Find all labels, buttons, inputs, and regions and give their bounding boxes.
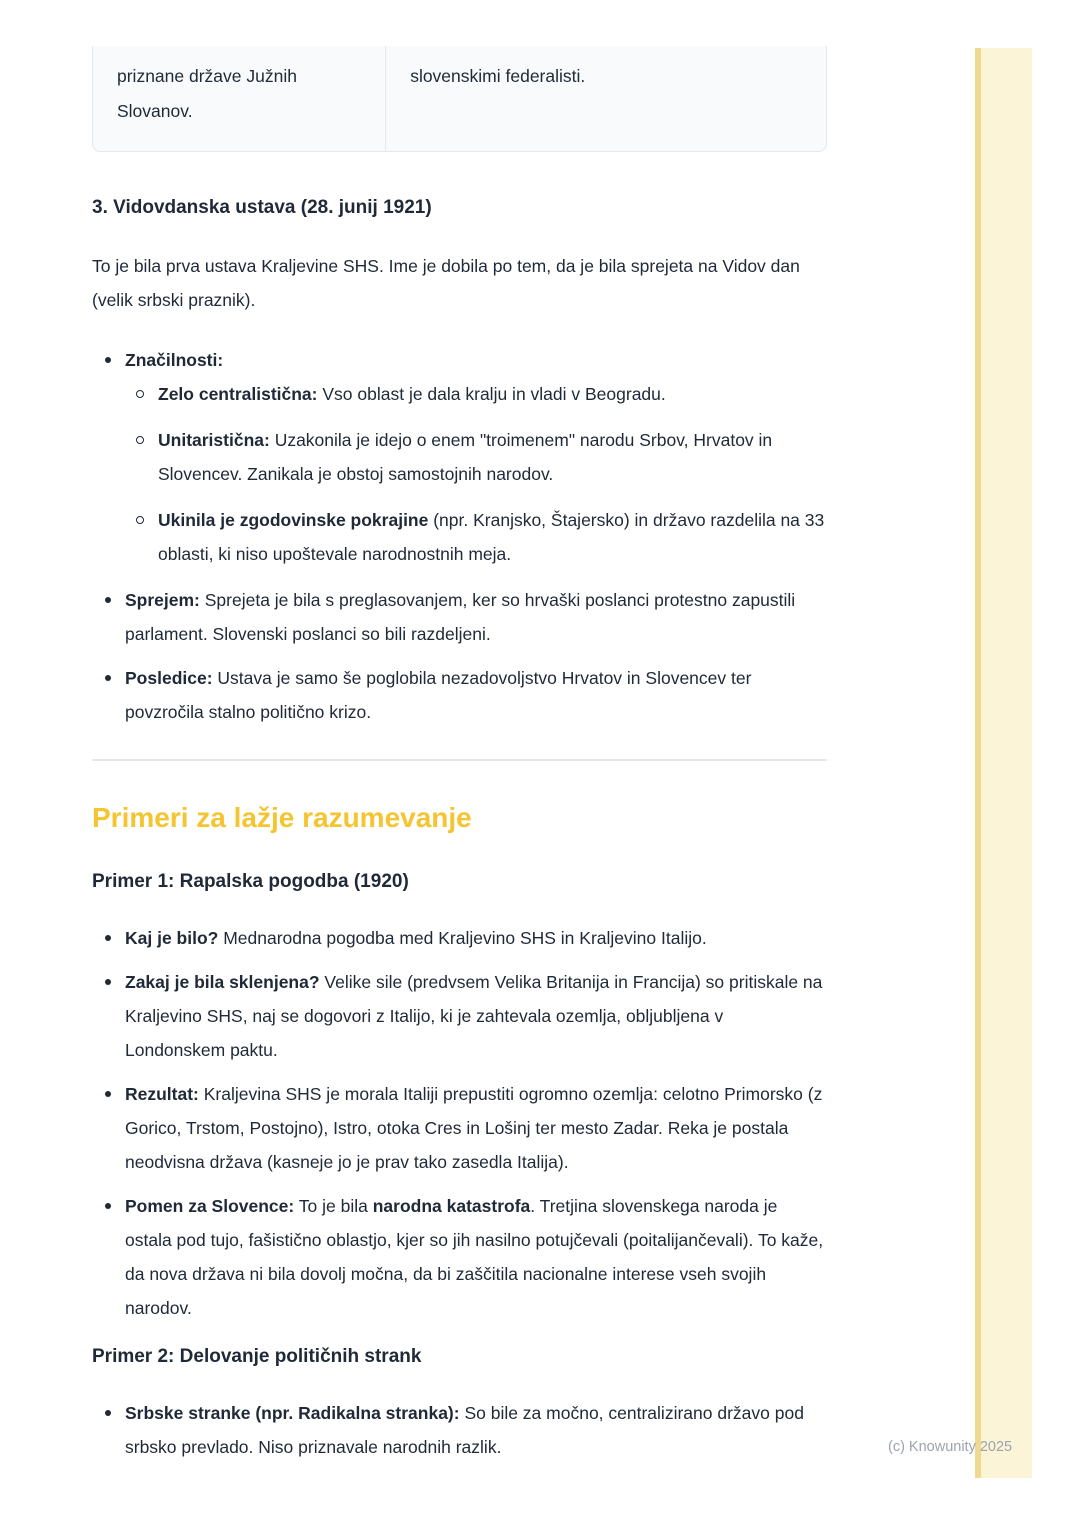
sublist-item-text: Uzakonila je idejo o enem "troimenem" narodu Srbov, Hrvatov in Slovencev. Zanikala je obstoj samostojnih narodov. xyxy=(158,430,773,484)
table-cell-left-text: priznane države Južnih Slovanov. xyxy=(117,66,297,121)
sublist-item xyxy=(125,503,827,571)
sublist-item-label: Ukinila je zgodovinske pokrajine xyxy=(158,510,429,530)
sublist-item-text: (npr. Kranjsko, Štajersko) in državo razdelila na 33 oblasti, ki niso upoštevale narodnostnih meja. xyxy=(158,510,825,564)
list-item-rezultat xyxy=(92,1077,827,1179)
list-item-label: Sprejem: xyxy=(125,590,200,610)
comparison-table xyxy=(92,46,827,152)
list-item-text: To je bila xyxy=(294,1196,373,1216)
list-item-znacilnosti xyxy=(92,343,827,571)
list-item-text: Ustava je samo še poglobila nezadovoljstvo Hrvatov in Slovencev ter povzročila stalno politično krizo. xyxy=(125,668,752,722)
list-item-text: Mednarodna pogodba med Kraljevino SHS in Kraljevino Italijo. xyxy=(218,928,707,948)
znacilnosti-sublist xyxy=(125,377,827,571)
sublist-item xyxy=(125,423,827,491)
page-content xyxy=(92,0,827,1474)
examples-heading: Primeri za lažje razumevanje xyxy=(92,802,472,833)
list-item-label: Značilnosti: xyxy=(125,350,224,370)
list-item-pomen-za-slovence xyxy=(92,1189,827,1325)
list-item-srbske-stranke xyxy=(92,1396,827,1464)
list-item-posledice xyxy=(92,661,827,729)
sublist-item xyxy=(125,377,827,411)
page-margin-highlight-stripe xyxy=(975,48,1032,1478)
copyright-watermark: (c) Knowunity 2025 xyxy=(888,1439,1013,1455)
table-cell-right xyxy=(386,46,826,151)
table-cell-right-text: slovenskimi federalisti. xyxy=(410,66,586,86)
primer1-list xyxy=(92,921,827,1325)
list-item-label: Pomen za Slovence: xyxy=(125,1196,295,1216)
section3-heading: 3. Vidovdanska ustava (28. junij 1921) xyxy=(92,197,432,218)
list-item-text: Sprejeta je bila s preglasovanjem, ker so hrvaški poslanci protestno zapustili parlament. Slovenski poslanci so bili razdeljeni. xyxy=(125,590,796,644)
sublist-item-text: Vso oblast je dala kralju in vladi v Beogradu. xyxy=(317,384,666,404)
list-item-label: Rezultat: xyxy=(125,1084,199,1104)
table-cell-left xyxy=(93,46,386,151)
list-item-zakaj-sklenjena xyxy=(92,965,827,1067)
list-item-label: Posledice: xyxy=(125,668,213,688)
list-item-sprejem xyxy=(92,583,827,651)
list-item-text: Velike sile (predvsem Velika Britanija in Francija) so pritiskale na Kraljevino SHS, naj se dogovori z Italijo, ki je zahtevala ozemlja, obljubljena v Londonskem paktu. xyxy=(125,972,823,1060)
list-item-kaj-je-bilo xyxy=(92,921,827,955)
section3-intro: To je bila prva ustava Kraljevine SHS. Ime je dobila po tem, da je bila sprejeta na Vidov dan (velik srbski praznik). xyxy=(92,256,800,310)
section3-list xyxy=(92,343,827,729)
list-item-text: . Tretjina slovenskega naroda je ostala pod tujo, fašistično oblastjo, kjer so jih nasilno potujčevali (poitalijančevali). To kaže, da nova država ni bila dovolj močna, da bi zaščitila nacionalne interese vseh svojih narodov. xyxy=(125,1196,824,1318)
primer2-list xyxy=(92,1396,827,1464)
primer1-heading: Primer 1: Rapalska pogodba (1920) xyxy=(92,871,409,892)
primer2-heading: Primer 2: Delovanje političnih strank xyxy=(92,1346,422,1367)
list-item-bold-phrase: narodna katastrofa xyxy=(372,1196,531,1216)
sublist-item-label: Unitaristična: xyxy=(158,430,270,450)
list-item-label: Srbske stranke (npr. Radikalna stranka): xyxy=(125,1403,460,1423)
sublist-item-label: Zelo centralistična: xyxy=(158,384,318,404)
list-item-label: Kaj je bilo? xyxy=(125,928,219,948)
list-item-text: So bile za močno, centralizirano državo pod srbsko prevlado. Niso priznavale narodnih razlik. xyxy=(125,1403,804,1457)
list-item-label: Zakaj je bila sklenjena? xyxy=(125,972,320,992)
section-divider xyxy=(92,759,827,761)
list-item-text: Kraljevina SHS je morala Italiji prepustiti ogromno ozemlja: celotno Primorsko (z Gorico, Trstom, Postojno), Istro, otoka Cres in Lošinj ter mesto Zadar. Reka je postala neodvisna država (kasneje jo je prav tako zasedla Italija). xyxy=(125,1084,823,1172)
